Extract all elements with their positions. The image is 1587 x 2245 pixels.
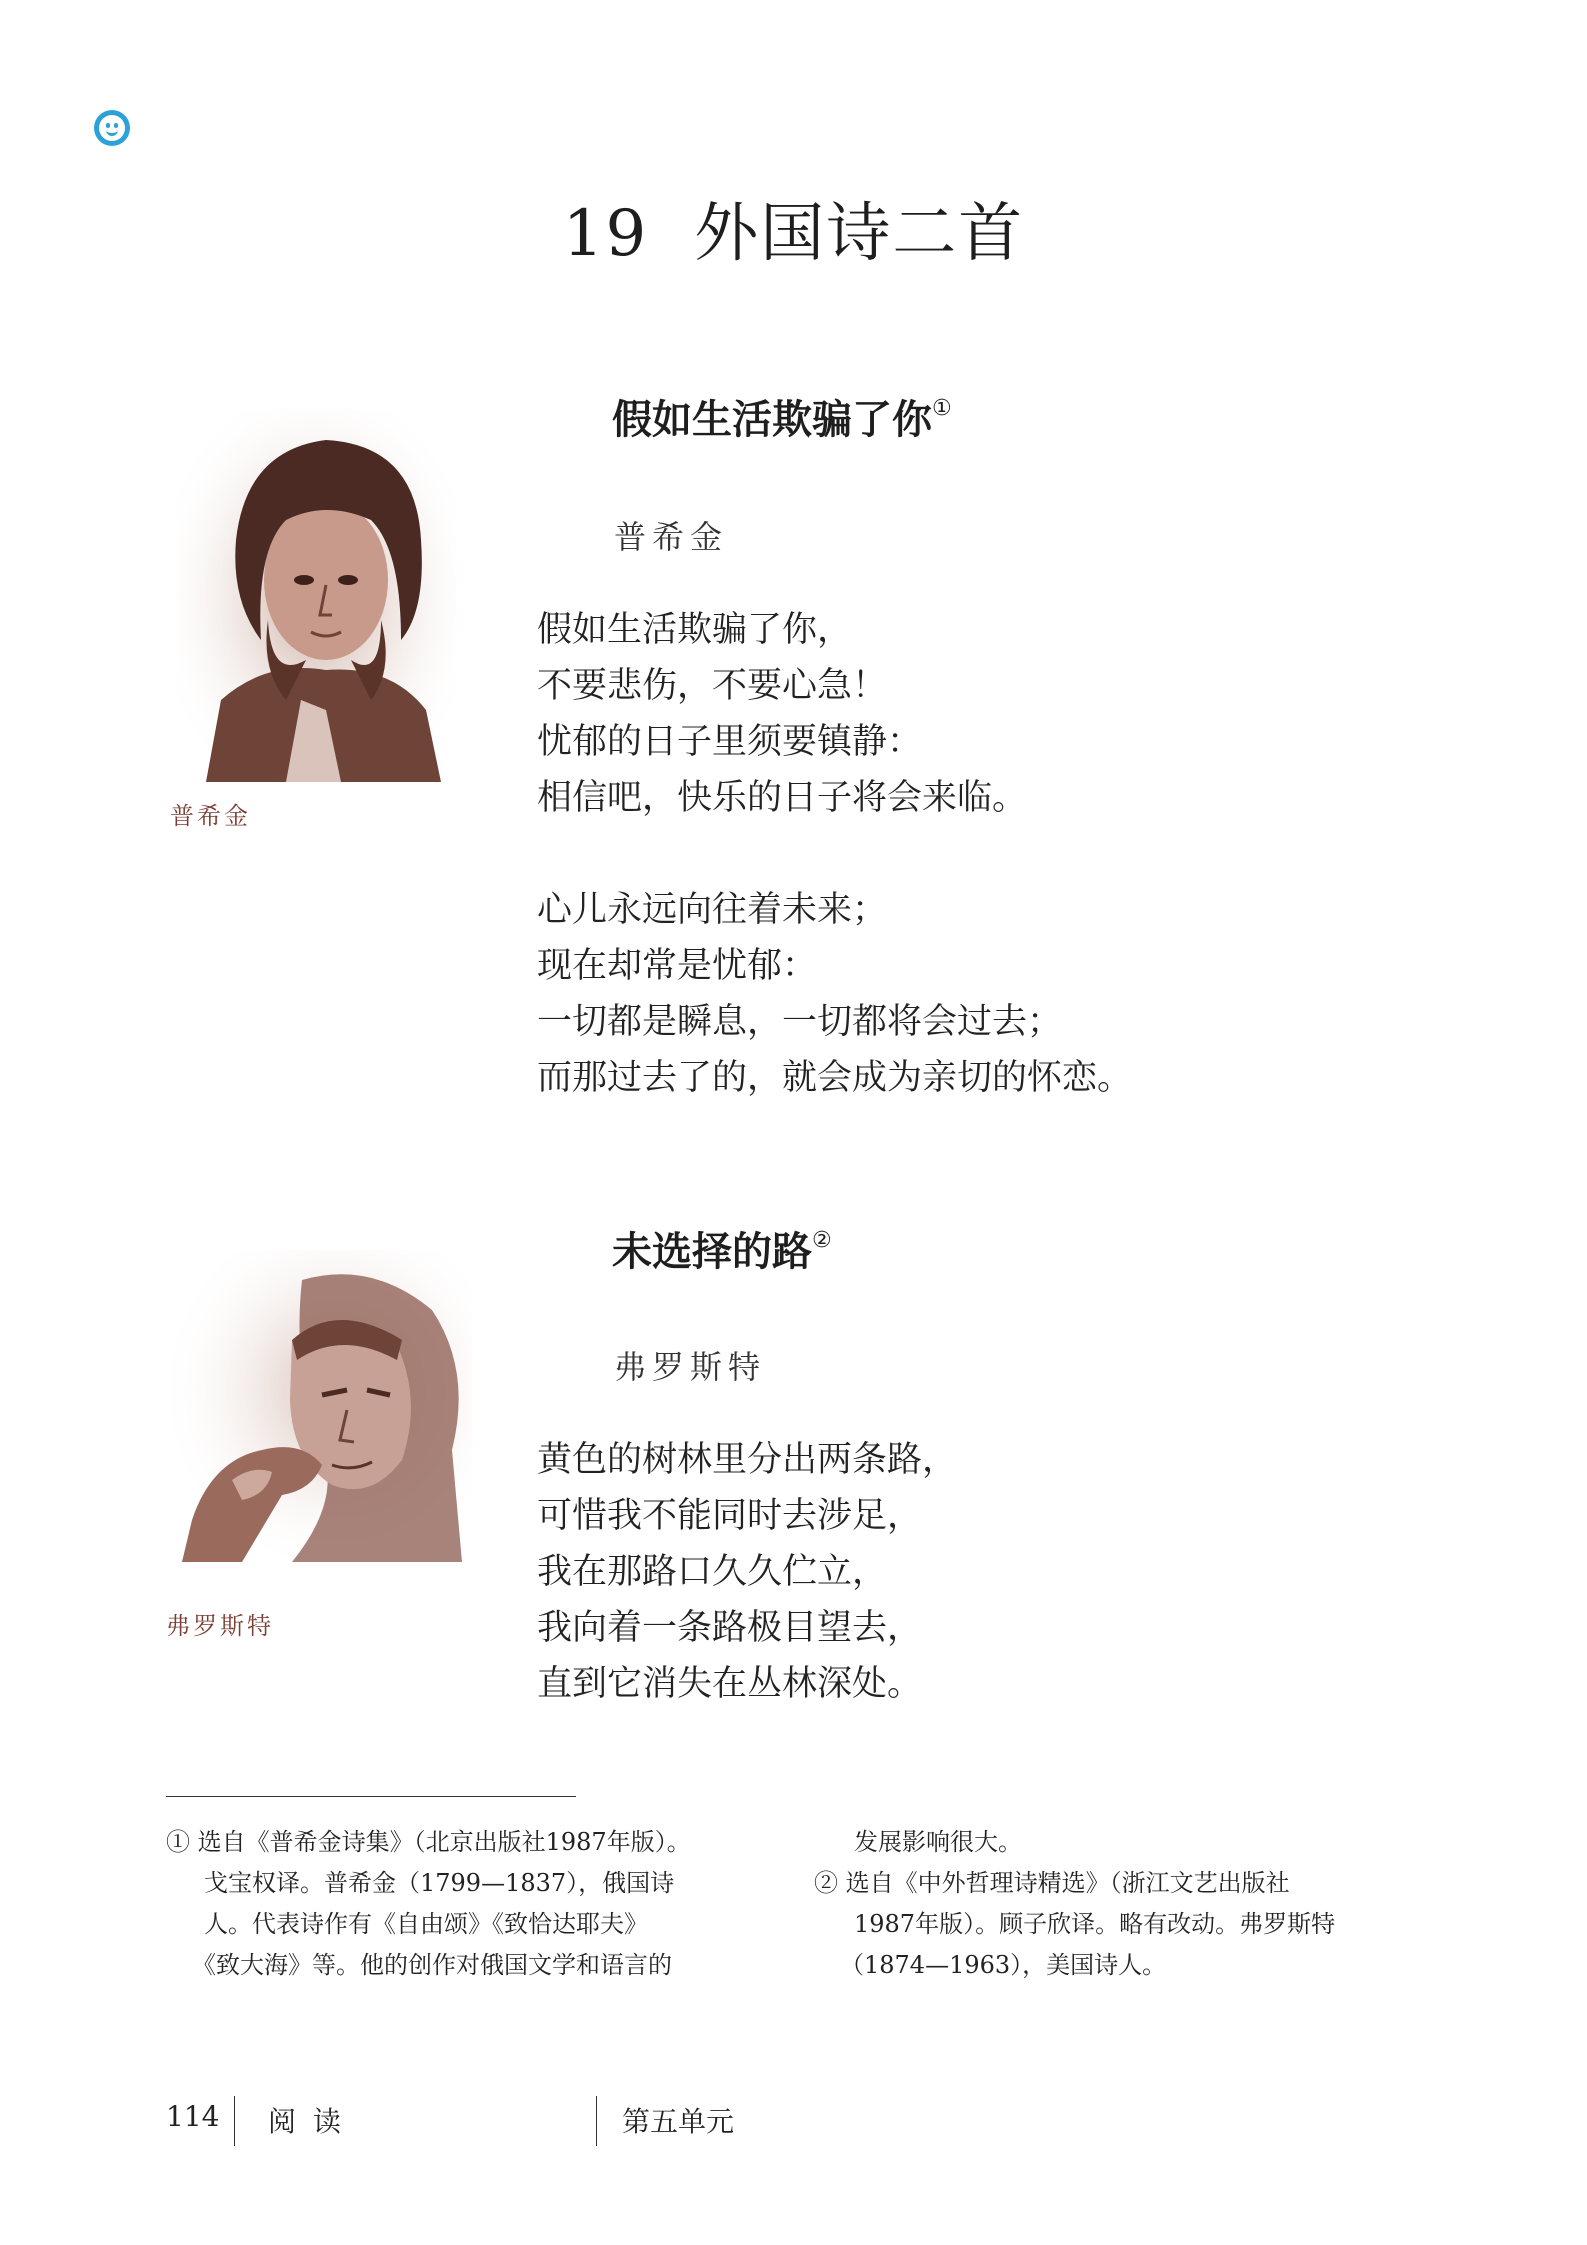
footnote-line: 1987年版）。顾子欣译。略有改动。弗罗斯特 — [854, 1910, 1336, 1938]
poem-2-title-text: 未选择的路 — [612, 1229, 812, 1275]
poem-line: 可惜我不能同时去涉足， — [537, 1496, 923, 1536]
footnote-line: 戈宝权译。普希金（1799—1837），俄国诗 — [204, 1869, 675, 1897]
poem-line: 相信吧，快乐的日子将会来临。 — [537, 778, 1028, 818]
footnote-1 — [166, 1822, 691, 1986]
footnote-marker-1[interactable]: ① — [932, 396, 952, 421]
poem-line: 我向着一条路极目望去， — [537, 1608, 923, 1648]
poem-line: 而那过去了的，就会成为亲切的怀恋。 — [537, 1058, 1133, 1098]
footnote-2 — [814, 1822, 1335, 1986]
poem-line: 一切都是瞬息，一切都将会过去； — [537, 1002, 1063, 1042]
footnote-divider — [166, 1796, 576, 1797]
pushkin-portrait — [176, 410, 456, 782]
footnote-line: 发展影响很大。 — [854, 1828, 1022, 1856]
footer-divider-right — [596, 2096, 597, 2146]
footer-unit: 第五单元 — [622, 2105, 735, 2138]
poem-1-author: 普希金 — [614, 518, 729, 556]
poem-1-title-text: 假如生活欺骗了你 — [612, 397, 932, 443]
footnote-line: （1874—1963），美国诗人。 — [840, 1951, 1167, 1979]
footer-divider-left — [234, 2096, 235, 2146]
footnote-line: ① 选自《普希金诗集》（北京出版社1987年版）。 — [166, 1828, 691, 1856]
poem-1-title — [612, 388, 952, 445]
poem-line: 现在却常是忧郁： — [537, 946, 818, 986]
pushkin-caption: 普希金 — [170, 802, 251, 830]
poem-1-stanza-1 — [537, 602, 1027, 826]
footnote-marker-2[interactable]: ② — [812, 1228, 832, 1253]
poem-line: 黄色的树林里分出两条路， — [537, 1440, 958, 1480]
poem-line: 忧郁的日子里须要镇静： — [537, 722, 923, 762]
poem-1-stanza-2 — [537, 882, 1132, 1106]
footnote-line: 《致大海》等。他的创作对俄国文学和语言的 — [192, 1951, 672, 1979]
poem-2-author: 弗罗斯特 — [614, 1348, 767, 1386]
footnote-line: 人。代表诗作有《自由颂》《致恰达耶夫》 — [204, 1910, 648, 1938]
frost-caption: 弗罗斯特 — [166, 1612, 274, 1640]
poem-line: 直到它消失在丛林深处。 — [537, 1664, 923, 1704]
smiley-icon — [94, 110, 130, 146]
poem-2-title — [612, 1220, 832, 1277]
footnote-line: ② 选自《中外哲理诗精选》（浙江文艺出版社 — [814, 1869, 1290, 1897]
poem-line: 心儿永远向往着未来； — [537, 890, 888, 930]
page-number: 114 — [166, 2100, 220, 2133]
lesson-name: 外国诗二首 — [694, 197, 1025, 271]
poem-2-stanza-1 — [537, 1432, 957, 1712]
frost-portrait-drawing — [172, 1250, 472, 1562]
poem-line: 假如生活欺骗了你， — [537, 610, 853, 650]
lesson-number: 19 — [562, 197, 649, 271]
pushkin-portrait-drawing — [176, 410, 456, 782]
frost-portrait — [172, 1250, 472, 1562]
lesson-title — [0, 182, 1587, 274]
footer-section: 阅 读 — [268, 2105, 345, 2138]
poem-line: 不要悲伤，不要心急！ — [537, 666, 888, 706]
poem-line: 我在那路口久久伫立， — [537, 1552, 888, 1592]
